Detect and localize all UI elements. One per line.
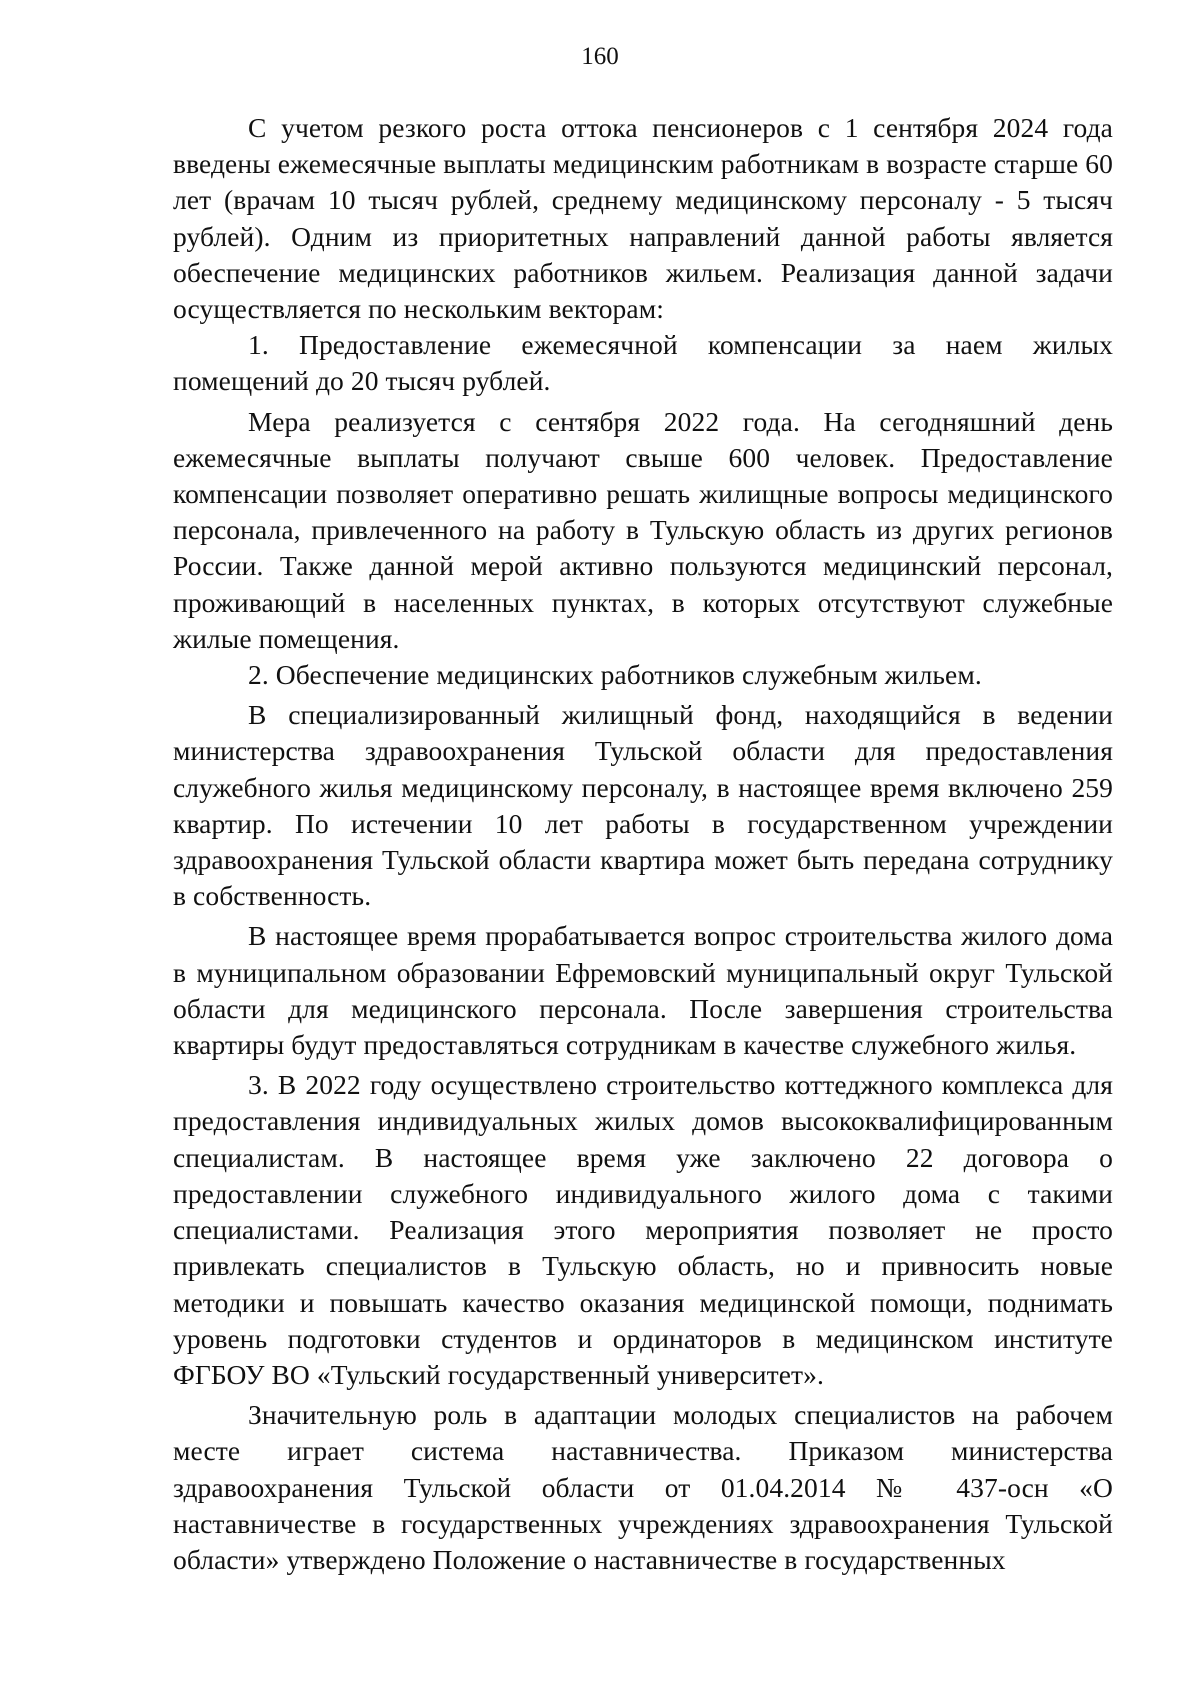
paragraph-mentoring: Значительную роль в адаптации молодых специалистов на рабочем месте играет система наставничества. Приказом министерства здравоохранения Тульской области от 01.04.2014 № 437-осн «О наставничестве в государственных учреждениях здравоохранения Тульской области» утверждено Положение о наставничестве в государственных (173, 1399, 1113, 1575)
paragraph-efremov-construction: В настоящее время прорабатывается вопрос строительства жилого дома в муниципальном образовании Ефремовский муниципальный округ Тульской области для медицинского персонала. После завершения строительства квартиры будут предоставляться сотрудникам в качестве служебного жилья. (173, 920, 1113, 1061)
paragraph-item-3-cottage-complex: 3. В 2022 году осуществлено строительство коттеджного комплекса для предоставления индивидуальных жилых домов высококвалифицированным специалистам. В настоящее время уже заключено 22 договора о предоставлении служебного индивидуального жилого дома с такими специалистами. Реализация этого мероприятия позволяет не просто привлекать специалистов в Тульскую область, но и привносить новые методики и повышать качество оказания медицинской помощи, поднимать уровень подготовки студентов и ординаторов в медицинском институте ФГБОУ ВО «Тульский государственный университет». (173, 1069, 1113, 1390)
paragraph-housing-fund: В специализированный жилищный фонд, находящийся в ведении министерства здравоохранения Тульской области для предоставления служебного жилья медицинскому персоналу, в настоящее время включено 259 квартир. По истечении 10 лет работы в государственном учреждении здравоохранения Тульской области квартира может быть передана сотруднику в собственность. (173, 699, 1113, 912)
document-body (173, 110, 1113, 1578)
paragraph-measure-since-2022: Мера реализуется с сентября 2022 года. На сегодняшний день ежемесячные выплаты получают свыше 600 человек. Предоставление компенсации позволяет оперативно решать жилищные вопросы медицинского персонала, привлеченного на работу в Тульскую область из других регионов России. Также данной мерой активно пользуются медицинский персонал, проживающий в населенных пунктах, в которых отсутствуют служебные жилые помещения. (173, 405, 1113, 654)
paragraph-item-2-service-housing: 2. Обеспечение медицинских работников служебным жильем. (248, 659, 982, 691)
paragraph-pension-payments: С учетом резкого роста оттока пенсионеров с 1 сентября 2024 года введены ежемесячные выплаты медицинским работникам в возрасте старше 60 лет (врачам 10 тысяч рублей, среднему медицинскому персоналу - 5 тысяч рублей). Одним из приоритетных направлений данной работы является обеспечение медицинских работников жильем. Реализация данной задачи осуществляется по нескольким векторам: (173, 112, 1113, 325)
page-number: 160 (581, 43, 619, 70)
paragraph-item-1-compensation: 1. Предоставление ежемесячной компенсации за наем жилых помещений до 20 тысяч рублей. (173, 329, 1113, 397)
